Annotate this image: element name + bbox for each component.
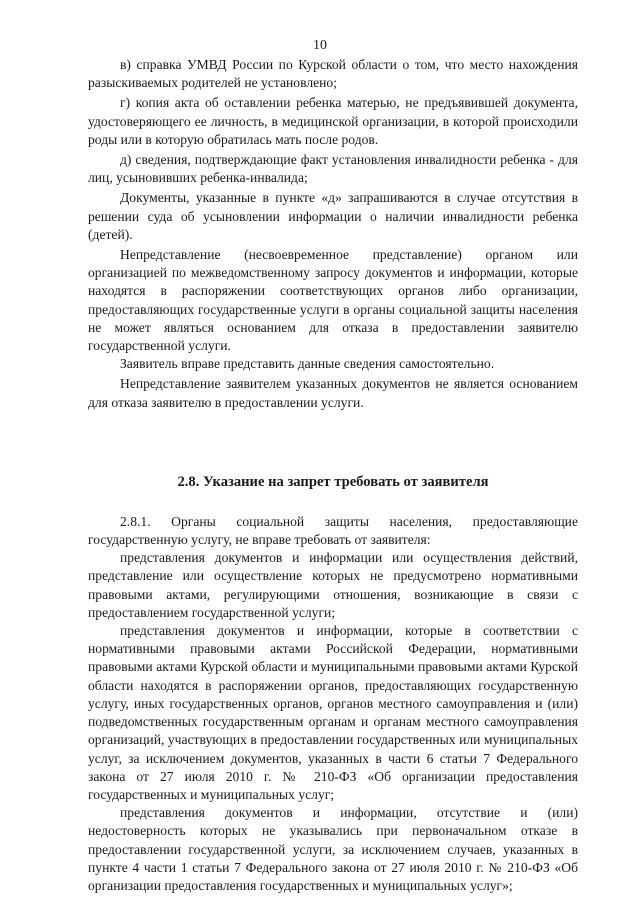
paragraph-applicant-right: Заявитель вправе представить данные сведения самостоятельно. [120,356,495,372]
paragraph-item-d: д) сведения, подтверждающие факт установления инвалидности ребенка - для лиц, усыновивших ребенка-инвалида; [88,152,578,186]
paragraph-non-submission-agency: Непредставление (несвоевременное представление) органом или организацией по межведомственному запросу документов и информации, которые находятся в распоряжении соответствующих органов либо организации, предоставляющих государственные услуги в органы социальной защиты населения не может являться основанием для отказа в предоставлении заявителю государственной услуги. [88,247,578,354]
document-body [88,56,578,895]
paragraph-prohibition-2: представления документов и информации, которые в соответствии с нормативными правовыми актами Российской Федерации, нормативными правовыми актами Курской области и муниципальными правовыми актами Курской области находятся в распоряжении органов, предоставляющих государственную услугу, иных государственных органов, органов местного самоуправления и (или) подведомственных государственным органам и органам местного самоуправления организаций, участвующих в предоставлении государственных или муниципальных услуг, за исключением документов, указанных в части 6 статьи 7 Федерального закона от 27 июля 2010 г. № 210-ФЗ «Об организации предоставления государственных и муниципальных услуг; [88,623,578,802]
page-number: 10 [313,38,327,53]
paragraph-documents-note: Документы, указанные в пункте «д» запрашиваются в случае отсутствия в решении суда об усыновлении информации о наличии инвалидности ребенка (детей). [88,190,578,242]
paragraph-2-8-1: 2.8.1. Органы социальной защиты населения, предоставляющие государственную услугу, не вправе требовать от заявителя: [88,513,578,548]
paragraph-prohibition-1: представления документов и информации или осуществления действий, представление или осуществление которых не предусмотрено нормативными правовыми актами, регулирующими отношения, возникающие в связи с предоставлением государственной услуги; [88,550,578,620]
paragraph-prohibition-3: представления документов и информации, отсутствие и (или) недостоверность которых не указывались при первоначальном отказе в предоставлении государственной услуги, за исключением случаев, указанных в пункте 4 части 1 статьи 7 Федерального закона от 27 июля 2010 г. № 210-ФЗ «Об организации предоставления государственных и муниципальных услуг»; [88,805,578,893]
paragraph-item-v: в) справка УМВД России по Курской области о том, что место нахождения разыскиваемых родителей не установлено; [88,57,578,91]
paragraph-item-g: г) копия акта об оставлении ребенка матерью, не предъявившей документа, удостоверяющего ее личность, в медицинской организации, в которой происходили роды или в которую обратилась мать после родов. [88,95,578,147]
section-heading: 2.8. Указание на запрет требовать от заявителя [177,473,489,490]
paragraph-non-submission-applicant: Непредставление заявителем указанных документов не является основанием для отказа заявителю в предоставлении услуги. [88,376,578,410]
